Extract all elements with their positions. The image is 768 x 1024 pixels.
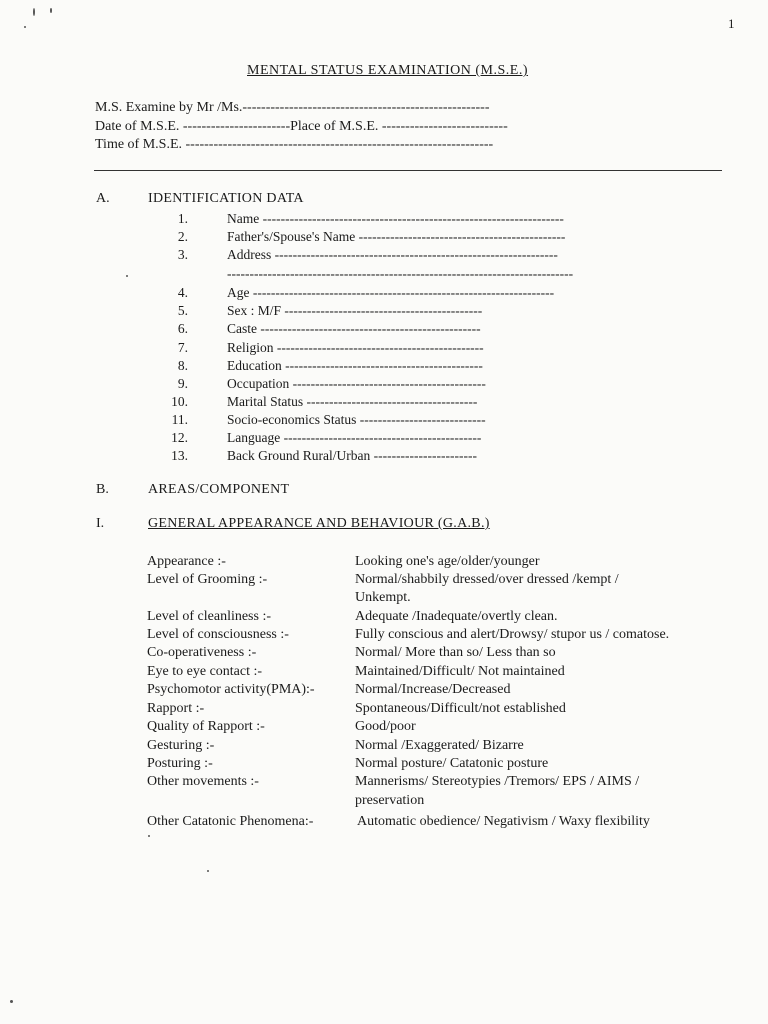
gab-row-value: Looking one's age/older/younger xyxy=(355,554,540,569)
gab-row-label: Gesturing :- xyxy=(147,738,215,753)
scan-speck xyxy=(207,870,209,872)
section-a-letter: A. xyxy=(96,191,110,206)
gab-row-value: Fully conscious and alert/Drowsy/ stupor us / comatose. xyxy=(355,627,670,642)
section-i-title: GENERAL APPEARANCE AND BEHAVIOUR (G.A.B.) xyxy=(148,516,490,531)
scan-speck xyxy=(50,8,52,13)
ident-item-label: Occupation ------------------------------------------- xyxy=(227,376,486,391)
gab-row-label: Level of consciousness :- xyxy=(147,627,289,642)
ident-item-label: Back Ground Rural/Urban ----------------------- xyxy=(227,448,477,463)
ident-item-number: 7. xyxy=(177,340,188,355)
ident-item-label: Socio-economics Status ---------------------------- xyxy=(227,412,486,427)
time-field: Time of M.S.E. ------------------------------------------------------------------ xyxy=(95,137,494,152)
page-number: 1 xyxy=(728,16,735,31)
gab-row-label: Quality of Rapport :- xyxy=(147,719,265,734)
ident-item-label: Age ------------------------------------------------------------------- xyxy=(227,285,555,300)
gab-row-value: Automatic obedience/ Negativism / Waxy flexibility xyxy=(357,814,650,829)
header-divider xyxy=(94,170,722,171)
section-b-title: AREAS/COMPONENT xyxy=(148,482,290,497)
gab-row-value: Normal/ More than so/ Less than so xyxy=(355,645,556,660)
gab-row-value: Mannerisms/ Stereotypies /Tremors/ EPS / AIMS / xyxy=(355,774,640,789)
scan-speck xyxy=(24,26,26,28)
gab-row-value: Normal /Exaggerated/ Bizarre xyxy=(355,738,524,753)
gab-row-label: Eye to eye contact :- xyxy=(147,664,263,679)
ident-item-number: 6. xyxy=(177,321,188,336)
page-title: MENTAL STATUS EXAMINATION (M.S.E.) xyxy=(247,63,529,78)
ident-item-label: Sex : M/F -------------------------------------------- xyxy=(227,303,483,318)
gab-row-value: Maintained/Difficult/ Not maintained xyxy=(355,664,565,679)
ident-item-label: Language -------------------------------------------- xyxy=(227,430,482,445)
ident-item-number: 4. xyxy=(177,285,188,300)
gab-row-label: Level of cleanliness :- xyxy=(147,609,272,624)
ident-item-label: Caste ------------------------------------------------- xyxy=(227,321,481,336)
ident-item-number: 1. xyxy=(177,211,188,226)
ident-item-label: Marital Status -------------------------------------- xyxy=(227,394,478,409)
ident-item-number: 3. xyxy=(177,247,188,262)
ident-item-number: 5. xyxy=(177,303,188,318)
gab-row-label: Level of Grooming :- xyxy=(147,572,268,587)
gab-row-label: Psychomotor activity(PMA):- xyxy=(147,682,315,697)
scan-speck xyxy=(33,8,35,16)
gab-row-label: Rapport :- xyxy=(147,701,205,716)
ident-item-label: Father's/Spouse's Name ---------------------------------------------- xyxy=(227,229,566,244)
gab-row-value: Normal posture/ Catatonic posture xyxy=(355,756,549,771)
gab-row-value: Adequate /Inadequate/overtly clean. xyxy=(355,609,558,624)
ident-item-label: ----------------------------------------------------------------------------- xyxy=(227,266,574,281)
ident-item-label: Address --------------------------------------------------------------- xyxy=(227,247,558,262)
date-place-field: Date of M.S.E. -----------------------Place of M.S.E. --------------------------- xyxy=(95,119,508,134)
ident-item-number: 13. xyxy=(171,448,188,463)
ident-item-label: Religion ---------------------------------------------- xyxy=(227,340,484,355)
section-b-letter: B. xyxy=(96,482,109,497)
ident-item-number: 10. xyxy=(171,394,188,409)
gab-row-label: Posturing :- xyxy=(147,756,213,771)
gab-row-value: Normal/shabbily dressed/over dressed /kempt / xyxy=(355,572,619,587)
gab-row-label: Co-operativeness :- xyxy=(147,645,257,660)
ident-item-number: 8. xyxy=(177,358,188,373)
gab-row-value: preservation xyxy=(355,793,425,808)
section-a-title: IDENTIFICATION DATA xyxy=(148,191,304,206)
examined-by-field: M.S. Examine by Mr /Ms.----------------------------------------------------- xyxy=(95,100,490,115)
gab-row-label: Other movements :- xyxy=(147,774,259,789)
ident-item-number: 9. xyxy=(177,376,188,391)
ident-item-number: 11. xyxy=(171,412,188,427)
gab-row-value: Good/poor xyxy=(355,719,416,734)
ident-item-number: 12. xyxy=(171,430,188,445)
ident-item-label: Name ------------------------------------------------------------------- xyxy=(227,211,564,226)
scan-speck xyxy=(10,1000,13,1003)
ident-item-label: Education -------------------------------------------- xyxy=(227,358,483,373)
ident-item-number: 2. xyxy=(177,229,188,244)
gab-row-label: Appearance :- xyxy=(147,554,226,569)
gab-row-value: Spontaneous/Difficult/not established xyxy=(355,701,566,716)
gab-row-value: Normal/Increase/Decreased xyxy=(355,682,511,697)
scan-speck xyxy=(126,275,128,277)
section-i-letter: I. xyxy=(96,516,105,531)
scan-speck xyxy=(148,835,150,837)
gab-row-value: Unkempt. xyxy=(355,590,411,605)
gab-row-label: Other Catatonic Phenomena:- xyxy=(147,814,314,829)
